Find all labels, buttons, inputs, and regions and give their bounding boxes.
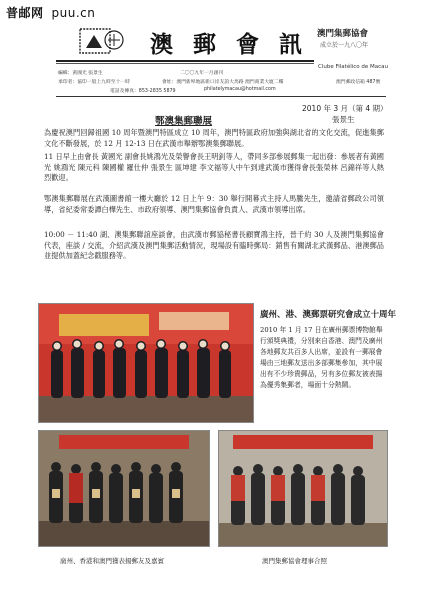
opening-ceremony-photo	[38, 303, 254, 423]
editors-line: 編輯：黃國光 張景生	[58, 71, 103, 76]
sidebar-text: 2010 年 1 月 17 日在廣州郵票博物館舉行頒獎典禮，分別來自香港、澳門及廣州各地郵友共百多人出席，並設有一郵展會場由三地郵友送出多部郵集參加，其中展出有不少珍貴郵品，另有多位郵友被表揚為優秀集郵者，場面十分熱鬧。	[260, 326, 383, 389]
council-group-image-icon	[219, 431, 387, 546]
honoured-members-photo	[38, 430, 210, 547]
masthead-rule-thin	[56, 63, 314, 64]
masthead-title: 澳 郵 會 訊	[150, 31, 309, 58]
club-name: Clube Filatélico de Macau	[318, 64, 389, 70]
watermark	[6, 4, 95, 21]
masthead-rule	[56, 60, 314, 62]
association-name: 澳門集郵協會	[317, 29, 369, 39]
honoured-members-image-icon	[39, 431, 209, 546]
po-box-line: 澳門郵政信箱 487號	[336, 80, 381, 85]
article-paragraph-4: 10:00 － 11:40 湖、澳集郵聯誼座談會，由武漢市郵協秘書長顧寶鴻主持，晉千約 30 人及澳門集郵協會代表，座談 / 交流，介紹武漢及澳門集郵活動情況，現場設有臨時郵局：銷售有關湖北武漢郵品、港澳郵品並提供加蓋紀念戳服務等。	[44, 230, 384, 260]
sidebar-title: 廣州、港、澳郵票研究會成立十周年	[260, 310, 397, 320]
address-line: 會址：澳門新埠地區新口岸友誼大馬路 澳門商業大廈二樓	[162, 80, 284, 85]
opening-ceremony-image-icon	[39, 304, 253, 422]
founded-year: 成立於一九八〇年	[320, 42, 369, 49]
article-title: 鄂澳集郵聯展	[155, 116, 213, 127]
header-divider	[56, 96, 386, 97]
article-paragraph-2: 11 日早上由會長 黃國光 副會長姚鴻光及榮譽會長王明釗等人，帶同多部參展郵集一起出發：參展者有黃國光 姚鴻光 陳元科 陳國權 羅仕仲 張景生 區坤建 李文福等人中午到達武漢市獲得會長張榮林 呂錦祥等人熱烈歡迎。	[44, 152, 384, 182]
watermark-site: 普邮网	[6, 6, 44, 20]
watermark-url[interactable]: puu.cn	[51, 6, 96, 20]
telephone-line: 電話及傳真：853-2835 5879	[110, 89, 176, 94]
article-author: 張景生	[332, 115, 355, 124]
council-group-photo	[218, 430, 388, 547]
edition-date: 二〇〇九年一月創刊	[180, 71, 224, 76]
issue-dateline: 2010 年 3 月（第 4 期）	[302, 104, 388, 113]
council-group-caption: 澳門集郵協會理事合照	[262, 557, 327, 565]
article-paragraph-1: 為慶祝澳門回歸祖國 10 周年暨澳門特區成立 10 周年，澳門特區政府加強與湖北省的文化交流，促進集郵文化不斷發展，於 12 月 12-13 日在武漢市舉辦鄂澳集郵聯展。	[44, 128, 384, 148]
printer-line: 承印者：協印一般上九時至十一時	[58, 80, 130, 85]
association-logo-icon	[78, 26, 128, 58]
article-paragraph-3: 鄂澳集郵聯展在武漢圖書館一樓大廳於 12 日上午 9：30 舉行開幕式主持人馬騰先生，邀請省郵政公司領導，省紀委常委譚白樺先生、市政府領導、澳門集郵協會負責人、武漢市領導出席。	[44, 194, 384, 214]
honoured-members-caption: 廣州、香港和澳門獲表揚郵友及嘉賓	[60, 557, 164, 565]
email-link[interactable]: philatelymacau@hotmail.com	[204, 87, 276, 92]
